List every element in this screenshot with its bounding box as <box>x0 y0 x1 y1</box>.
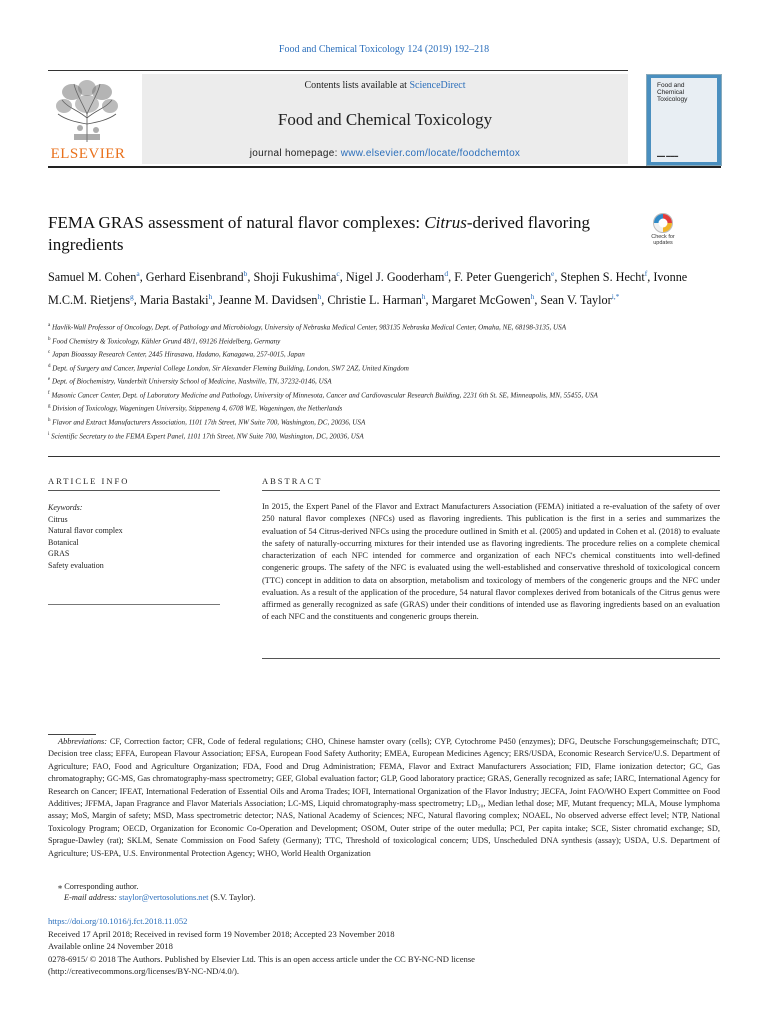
homepage-link[interactable]: www.elsevier.com/locate/foodchemtox <box>340 148 521 159</box>
author[interactable] <box>327 293 425 307</box>
journal-cover-thumbnail[interactable] <box>646 74 722 166</box>
author[interactable] <box>140 293 212 307</box>
abstract-heading: ABSTRACT <box>262 476 323 486</box>
keyword: Safety evaluation <box>48 560 104 570</box>
author[interactable] <box>432 293 535 307</box>
check-updates-label: Check for updates <box>651 234 675 246</box>
author-name: Margaret McGowen <box>431 293 531 308</box>
affiliation-text: Havlik-Wall Professor of Oncology, Dept. of Pathology and Microbiology, University of Nebraska Medical Center, 983135 Nebraska Medical Center, Omaha, NE, 68198-3135, USA <box>52 323 567 332</box>
affiliation-text: Scientific Secretary to the FEMA Expert Panel, 1101 17th Street, NW Suite 700, Washington, DC, 20036, USA <box>51 431 364 440</box>
abbreviations-label: Abbreviations: <box>58 737 108 746</box>
keywords-block <box>48 502 228 571</box>
author-name: Nigel J. Gooderham <box>345 270 445 285</box>
author[interactable] <box>218 293 321 307</box>
keyword: Botanical <box>48 537 79 547</box>
title-part1: FEMA GRAS assessment of natural flavor complexes: <box>48 213 425 232</box>
author-name: Christie L. Harman <box>327 293 422 308</box>
journal-name: Food and Chemical Toxicology <box>277 110 493 129</box>
author-name: Sean V. Taylor <box>540 293 612 308</box>
affiliation-text: Dept. of Biochemistry, Vanderbilt University School of Medicine, Nashville, TN, 37232-0146, USA <box>52 377 332 386</box>
header-rule-bottom <box>48 166 721 168</box>
author-affiliation-marker[interactable]: b <box>243 269 248 278</box>
elsevier-wordmark: ELSEVIER <box>50 146 126 162</box>
affiliation-text: Division of Toxicology, Wageningen University, Stippeneng 4, 6708 WE, Wageningen, the Netherlands <box>52 404 343 413</box>
author-name: Gerhard Eisenbrand <box>145 270 244 285</box>
author-affiliation-marker[interactable]: f <box>644 269 648 278</box>
abstract-text: In 2015, the Expert Panel of the Flavor and Extract Manufacturers Association (FEMA) initiated a re-evaluation of the safety of over 250 natural flavor complexes (NFCs) used as flavoring ingredients. This publication is the first in a series and summarizes the evaluation of 54 Citrus-derived NFCs using the procedure outlined in Smith et al. (2005) and updated in Cohen et al. (2018) to evaluate the safety of naturally-occurring mixtures for their intended use as flavoring ingredients. The procedure relies on a complete chemical characterization of each NFC intended for commerce and organization of each NFC's chemical constituents into well-defined congeneric groups. The safety of the NFC is evaluated using the well-established and conservative threshold of toxicological concern (TTC) concept in addition to data on absorption, metabolism and toxicology of members of the congeneric groups and the NFC under evaluation. As a result of the application of the procedure, 54 natural flavor complexes derived from botanicals of the Citrus genus were affirmed as generally recognized as safe (GRAS) under their conditions of intended use as flavoring ingredients based on an evaluation of each NFC and the constituents and congeneric groups therein. <box>262 502 720 622</box>
affiliation-marker: g <box>48 404 51 410</box>
section-rule <box>48 456 720 457</box>
affiliation <box>48 347 658 361</box>
cover-panel <box>651 78 717 162</box>
author[interactable] <box>346 270 448 284</box>
elsevier-logo <box>50 78 126 166</box>
email-suffix: (S.V. Taylor). <box>208 893 256 902</box>
publication-info <box>48 915 720 978</box>
author-name: F. Peter Guengerich <box>454 270 552 285</box>
contents-prefix: Contents lists available at <box>304 80 410 91</box>
abstract-rule <box>262 490 720 491</box>
affiliation-marker: b <box>48 336 51 342</box>
affiliation-text: Japan Bioassay Research Center, 2445 Hirasawa, Hadano, Kanagawa, 257-0015, Japan <box>52 350 305 359</box>
author-affiliation-marker[interactable]: a <box>136 269 140 278</box>
author-name: Ivonne M.C.M. Rietjens <box>48 270 688 308</box>
affiliation-list <box>48 320 658 442</box>
keyword: Natural flavor complex <box>48 526 123 535</box>
affiliation <box>48 320 658 334</box>
article-info-heading: ARTICLE INFO <box>48 476 130 486</box>
affiliation-text: Masonic Cancer Center, Dept. of Laboratory Medicine and Pathology, University of Minnesota, Cancer and Cardiovascular Research Building, 2231 6th St. SE, Minneapolis, MN, 55455, USA <box>51 391 598 400</box>
email-line <box>64 893 255 902</box>
keyword-list <box>48 514 228 572</box>
author-affiliation-marker[interactable]: c <box>336 269 340 278</box>
affiliation-marker: e <box>48 377 51 383</box>
affiliation-marker: f <box>48 390 50 396</box>
affiliation <box>48 388 658 402</box>
email-link[interactable]: staylor@vertosolutions.net <box>119 893 209 902</box>
doi-link[interactable]: https://doi.org/10.1016/j.fct.2018.11.052 <box>48 916 188 926</box>
article-title <box>48 212 608 256</box>
author-affiliation-marker[interactable]: d <box>444 269 449 278</box>
author-name: Stephen S. Hecht <box>560 270 645 285</box>
title-part2: -derived flavoring ingredients <box>48 213 591 254</box>
cover-title: Food and Chemical Toxicology <box>657 82 688 103</box>
check-for-updates-button[interactable] <box>646 212 680 250</box>
affiliation <box>48 361 658 375</box>
article-info-rule <box>48 490 220 491</box>
affiliation <box>48 401 658 415</box>
keyword: Citrus <box>48 514 68 524</box>
author[interactable] <box>540 293 619 307</box>
author-affiliation-marker[interactable]: g <box>129 292 134 302</box>
author-affiliation-marker[interactable]: i,* <box>611 292 620 302</box>
affiliation-marker: c <box>48 350 51 356</box>
author[interactable] <box>48 270 140 284</box>
keyword-rule <box>48 604 220 605</box>
check-updates-icon <box>646 212 680 234</box>
received-dates: Received 17 April 2018; Received in revised form 19 November 2018; Accepted 23 November 2018 <box>48 928 395 939</box>
cover-footer: ▬▬ ▬▬▬ <box>657 153 679 158</box>
author-affiliation-marker[interactable]: h <box>421 292 426 302</box>
sciencedirect-link[interactable]: ScienceDirect <box>409 80 466 91</box>
affiliation-text: Food Chemistry & Toxicology, Kühler Grund 48/1, 69126 Heidelberg, Germany <box>52 336 281 345</box>
contents-line <box>142 80 628 91</box>
abstract-bottom-rule <box>262 658 720 659</box>
affiliation <box>48 415 658 429</box>
affiliation <box>48 429 658 443</box>
abbreviations-text: CF, Correction factor; CFR, Code of federal regulations; CHO, Chinese hamster ovary (cells); CYP, Cytochrome P450 (enzymes); DFG, Deutsche Forschungsgemeinschaft; DTC, Decision tree class; EFFA, European Flavour Association; EFSA, European Food Safety Authority; EMEA, European Medicines Agency; ERS/USDA, Economic Research Service/U.S. Department of Agriculture; FAO, Food and Agriculture Organization; FDA, Food and Drug Administration; FEMA, Flavor and Extract Manufacturers Association; FID, Flame ionization detector; GC, Gas chromatography; GC-MS, Gas chromatography-mass spectrometry; GEF, Global evaluation factor; GLP, Good laboratory practice; GRAS, Generally recognized as safe; IARC, International Agency for Research on Cancer; IFEAT, International Federation of Essential Oils and Aroma Trades; IOFI, International Organization of the Flavor Industry; JECFA, Joint FAO/WHO Expert Committee on Food Additives; JFFMA, Japan Fragrance and Flavor Materials Association; LC-MS, Liquid chromatography-mass spectrometry; LD₅₀, Median lethal dose; MF, Mutant frequency; MLA, Mouse lymphoma assay; MoS, Margin of safety; MSD, Mass spectrometric detector; NAS, National Academy of Sciences; NFC, Natural flavoring complex; NOAEL, No observed adverse effect level; NTP, National Toxicology Program; OECD, Organization for Economic Co-Operation and Development; OSOM, Outer stripe of the outer medulla; PCI, Per capita intake; SCE, Sister chromatid exchange; SD, Sprague-Dawley (rat); SKLM, Senate Commission on Food Safety (Germany); TTC, Threshold of toxicological concern; UDS, Unscheduled DNA synthesis (assay); USDA, U.S. Department of Agriculture; US-EPA, U.S. Environmental Protection Agency; WHO, World Health Organization <box>48 737 720 858</box>
author[interactable] <box>560 270 647 284</box>
author[interactable] <box>146 270 248 284</box>
author-name: Jeanne M. Davidsen <box>218 293 318 308</box>
affiliation-text: Flavor and Extract Manufacturers Association, 1101 17th Street, NW Suite 700, Washington, DC, 20036, USA <box>52 418 366 427</box>
affiliation <box>48 334 658 348</box>
author-affiliation-marker[interactable]: e <box>551 269 555 278</box>
affiliation-marker: i <box>48 431 50 437</box>
affiliation <box>48 374 658 388</box>
author-name: Shoji Fukushima <box>253 270 337 285</box>
homepage-prefix: journal homepage: <box>249 148 341 159</box>
affiliation-marker: d <box>48 363 51 369</box>
affiliation-text: Dept. of Surgery and Cancer, Imperial College London, Sir Alexander Fleming Building, London, SW7 2AZ, United Kingdom <box>52 364 409 373</box>
journal-masthead <box>142 74 628 164</box>
abbreviations-footnote <box>48 736 720 860</box>
author-name: Samuel M. Cohen <box>48 270 137 285</box>
author-affiliation-marker[interactable]: h <box>317 292 322 302</box>
homepage-line <box>142 148 628 159</box>
journal-citation[interactable]: Food and Chemical Toxicology 124 (2019) 192–218 <box>278 44 490 55</box>
affiliation-marker: h <box>48 417 51 423</box>
footnote-rule <box>48 734 96 735</box>
license-line-2: (http://creativecommons.org/licenses/BY-NC-ND/4.0/). <box>48 966 240 977</box>
author[interactable] <box>454 270 554 284</box>
author-list: Samuel M. Cohen$^a$, Gerhard Eisenbrand$^b$, Shoji Fukushima$^c$, Nigel J. Gooderham$^d$, F. Peter Guengerich$^e$, Stephen S. Hecht$^f$, Ivonne M.C.M. Rietjens$^g$, Maria Bastaki$^h$, Jeanne M. Davidsen$^h$, Christie L. Harman$^h$, Margaret McGowen$^h$, Sean V. Taylor$^{i,*}$ <box>48 269 688 308</box>
author-name: Maria Bastaki <box>139 293 209 308</box>
online-date: Available online 24 November 2018 <box>48 941 173 952</box>
affiliation-marker: a <box>48 323 51 328</box>
license-line-1: 0278-6915/ © 2018 The Authors. Published by Elsevier Ltd. This is an open access article under the CC BY-NC-ND license <box>48 953 475 964</box>
author-affiliation-marker[interactable]: h <box>530 292 535 302</box>
title-italic: Citrus <box>424 213 467 232</box>
author[interactable] <box>253 270 339 284</box>
author-affiliation-marker[interactable]: h <box>208 292 213 302</box>
corresponding-author-note: ⁎ Corresponding author. <box>58 882 139 891</box>
keyword: GRAS <box>48 549 70 558</box>
keywords-title: Keywords: <box>48 503 83 512</box>
header-rule <box>48 70 628 71</box>
email-label: E-mail address: <box>64 893 119 902</box>
elsevier-tree-icon <box>54 78 120 144</box>
